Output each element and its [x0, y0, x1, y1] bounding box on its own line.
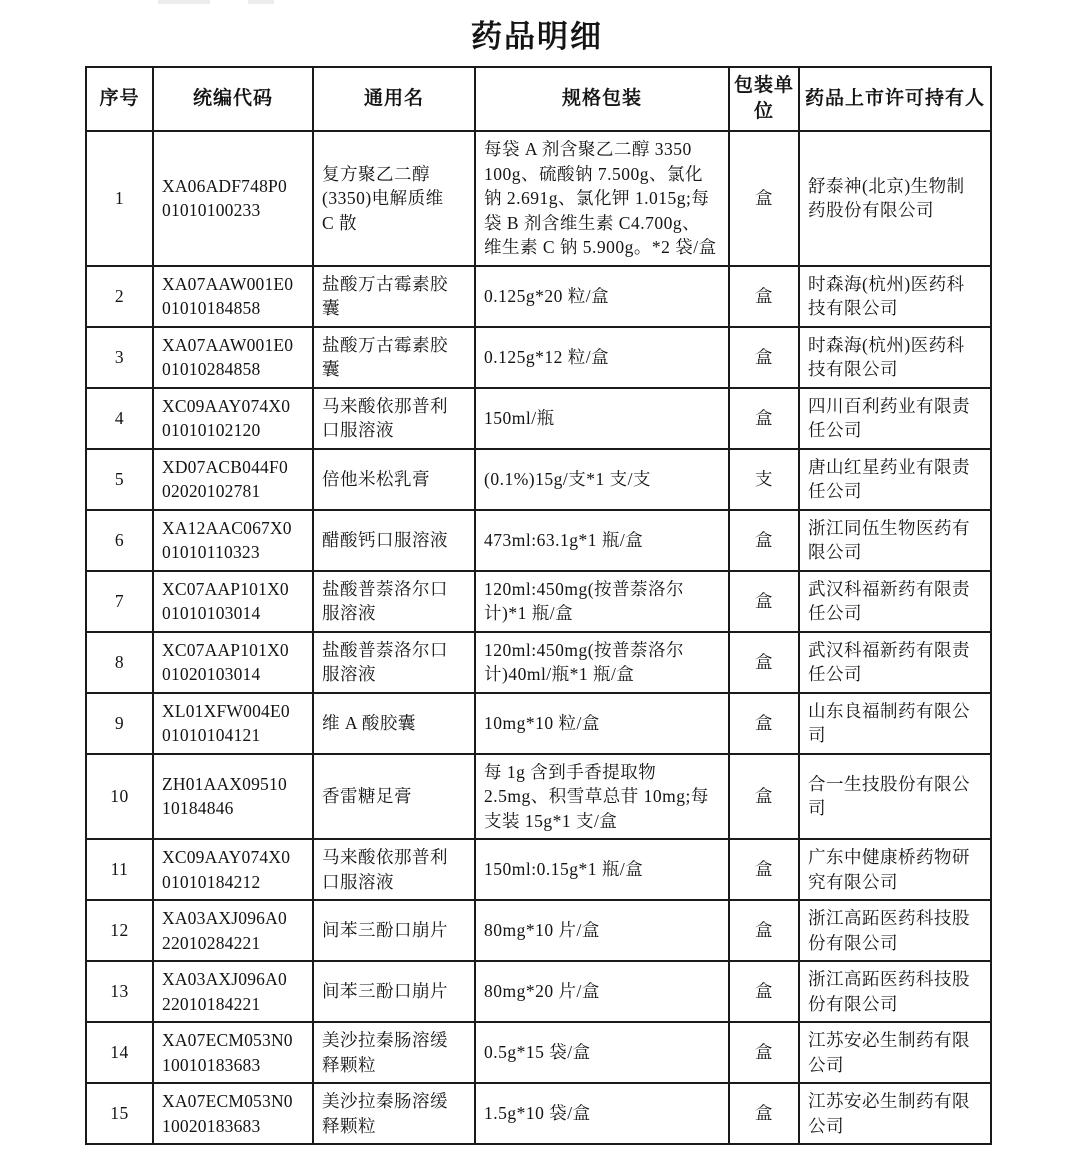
table-row: [86, 1022, 991, 1083]
cell-spec: (0.1%)15g/支*1 支/支: [475, 449, 729, 510]
table-row: [86, 754, 991, 840]
cell-unit: 盒: [729, 266, 799, 327]
cell-spec: 473ml:63.1g*1 瓶/盒: [475, 510, 729, 571]
cell-name: 美沙拉秦肠溶缓释颗粒: [313, 1022, 475, 1083]
cell-code: XC07AAP101X0 01010103014: [153, 571, 313, 632]
page-title: 药品明细: [471, 19, 603, 54]
cell-spec: 120ml:450mg(按普萘洛尔计)*1 瓶/盒: [475, 571, 729, 632]
cell-unit: 盒: [729, 510, 799, 571]
cell-no: 4: [86, 388, 153, 449]
cell-name: 马来酸依那普利口服溶液: [313, 388, 475, 449]
cell-unit: 盒: [729, 388, 799, 449]
header-row: [86, 67, 991, 131]
cell-code: XC09AAY074X0 01010102120: [153, 388, 313, 449]
cell-code: XA07ECM053N0 10020183683: [153, 1083, 313, 1144]
cell-holder: 唐山红星药业有限责任公司: [799, 449, 991, 510]
table-row: [86, 632, 991, 693]
cell-no: 9: [86, 693, 153, 754]
cell-name: 维 A 酸胶囊: [313, 693, 475, 754]
cell-unit: 盒: [729, 571, 799, 632]
cell-spec: 每 1g 含到手香提取物 2.5mg、积雪草总苷 10mg;每支装 15g*1 支/盒: [475, 754, 729, 840]
cell-code: XA03AXJ096A0 22010284221: [153, 900, 313, 961]
cell-spec: 80mg*20 片/盒: [475, 961, 729, 1022]
cell-name: 倍他米松乳膏: [313, 449, 475, 510]
cell-spec: 0.125g*20 粒/盒: [475, 266, 729, 327]
cell-holder: 山东良福制药有限公司: [799, 693, 991, 754]
cell-no: 14: [86, 1022, 153, 1083]
table-row: [86, 131, 991, 266]
drug-detail-table: [85, 66, 992, 1145]
cell-name: 香雷糖足膏: [313, 754, 475, 840]
table-row: [86, 388, 991, 449]
cell-code: ZH01AAX09510 10184846: [153, 754, 313, 840]
cell-unit: 支: [729, 449, 799, 510]
cell-name: 盐酸普萘洛尔口服溶液: [313, 571, 475, 632]
cell-unit: 盒: [729, 131, 799, 266]
header-code: 统编代码: [153, 67, 313, 131]
cell-no: 7: [86, 571, 153, 632]
header-holder: 药品上市许可持有人: [799, 67, 991, 131]
table-row: [86, 1083, 991, 1144]
cell-name: 复方聚乙二醇(3350)电解质维 C 散: [313, 131, 475, 266]
cell-unit: 盒: [729, 961, 799, 1022]
cell-holder: 武汉科福新药有限责任公司: [799, 571, 991, 632]
cell-holder: 时森海(杭州)医药科技有限公司: [799, 266, 991, 327]
cell-unit: 盒: [729, 839, 799, 900]
cell-holder: 时森海(杭州)医药科技有限公司: [799, 327, 991, 388]
cell-unit: 盒: [729, 900, 799, 961]
cell-code: XL01XFW004E0 01010104121: [153, 693, 313, 754]
header-no: 序号: [86, 67, 153, 131]
table-row: [86, 961, 991, 1022]
cell-no: 3: [86, 327, 153, 388]
cell-holder: 武汉科福新药有限责任公司: [799, 632, 991, 693]
cell-holder: 舒泰神(北京)生物制药股份有限公司: [799, 131, 991, 266]
cell-no: 2: [86, 266, 153, 327]
table-row: [86, 510, 991, 571]
cell-name: 醋酸钙口服溶液: [313, 510, 475, 571]
cell-holder: 四川百利药业有限责任公司: [799, 388, 991, 449]
cell-unit: 盒: [729, 693, 799, 754]
cell-spec: 1.5g*10 袋/盒: [475, 1083, 729, 1144]
header-spec: 规格包装: [475, 67, 729, 131]
cell-spec: 每袋 A 剂含聚乙二醇 3350 100g、硫酸钠 7.500g、氯化钠 2.691g、氯化钾 1.015g;每袋 B 剂含维生素 C4.700g、维生素 C 钠 5.900g。*2 袋/盒: [475, 131, 729, 266]
header-unit: 包装单位: [729, 67, 799, 131]
cell-name: 马来酸依那普利口服溶液: [313, 839, 475, 900]
table-row: [86, 571, 991, 632]
cell-spec: 80mg*10 片/盒: [475, 900, 729, 961]
cell-code: XA03AXJ096A0 22010184221: [153, 961, 313, 1022]
cell-holder: 浙江高跖医药科技股份有限公司: [799, 900, 991, 961]
cell-code: XA07AAW001E0 01010184858: [153, 266, 313, 327]
cell-no: 1: [86, 131, 153, 266]
table-body: [86, 131, 991, 1144]
table-row: [86, 266, 991, 327]
table-header: [86, 67, 991, 131]
cell-name: 间苯三酚口崩片: [313, 900, 475, 961]
cell-unit: 盒: [729, 632, 799, 693]
table-row: [86, 900, 991, 961]
cell-code: XA07AAW001E0 01010284858: [153, 327, 313, 388]
cell-no: 8: [86, 632, 153, 693]
table-row: [86, 327, 991, 388]
cell-unit: 盒: [729, 1022, 799, 1083]
cell-spec: 0.125g*12 粒/盒: [475, 327, 729, 388]
cell-spec: 150ml:0.15g*1 瓶/盒: [475, 839, 729, 900]
cell-no: 13: [86, 961, 153, 1022]
cell-name: 盐酸万古霉素胶囊: [313, 266, 475, 327]
cell-holder: 江苏安必生制药有限公司: [799, 1083, 991, 1144]
cell-spec: 150ml/瓶: [475, 388, 729, 449]
header-name: 通用名: [313, 67, 475, 131]
cell-unit: 盒: [729, 327, 799, 388]
cell-holder: 浙江同伍生物医药有限公司: [799, 510, 991, 571]
cell-name: 美沙拉秦肠溶缓释颗粒: [313, 1083, 475, 1144]
cell-code: XA06ADF748P0 01010100233: [153, 131, 313, 266]
cell-unit: 盒: [729, 754, 799, 840]
cell-no: 11: [86, 839, 153, 900]
cell-holder: 浙江高跖医药科技股份有限公司: [799, 961, 991, 1022]
cell-no: 15: [86, 1083, 153, 1144]
cell-code: XC09AAY074X0 01010184212: [153, 839, 313, 900]
cell-spec: 0.5g*15 袋/盒: [475, 1022, 729, 1083]
cell-holder: 合一生技股份有限公司: [799, 754, 991, 840]
cell-no: 6: [86, 510, 153, 571]
cell-code: XA12AAC067X0 01010110323: [153, 510, 313, 571]
cell-code: XA07ECM053N0 10010183683: [153, 1022, 313, 1083]
cell-holder: 广东中健康桥药物研究有限公司: [799, 839, 991, 900]
table-row: [86, 839, 991, 900]
cell-name: 间苯三酚口崩片: [313, 961, 475, 1022]
cell-unit: 盒: [729, 1083, 799, 1144]
table-row: [86, 449, 991, 510]
cell-no: 5: [86, 449, 153, 510]
page-edge-artifact: [158, 0, 318, 6]
cell-code: XC07AAP101X0 01020103014: [153, 632, 313, 693]
cell-no: 10: [86, 754, 153, 840]
cell-name: 盐酸普萘洛尔口服溶液: [313, 632, 475, 693]
cell-holder: 江苏安必生制药有限公司: [799, 1022, 991, 1083]
cell-no: 12: [86, 900, 153, 961]
cell-name: 盐酸万古霉素胶囊: [313, 327, 475, 388]
cell-spec: 120ml:450mg(按普萘洛尔计)40ml/瓶*1 瓶/盒: [475, 632, 729, 693]
cell-spec: 10mg*10 粒/盒: [475, 693, 729, 754]
table-row: [86, 693, 991, 754]
cell-code: XD07ACB044F0 02020102781: [153, 449, 313, 510]
